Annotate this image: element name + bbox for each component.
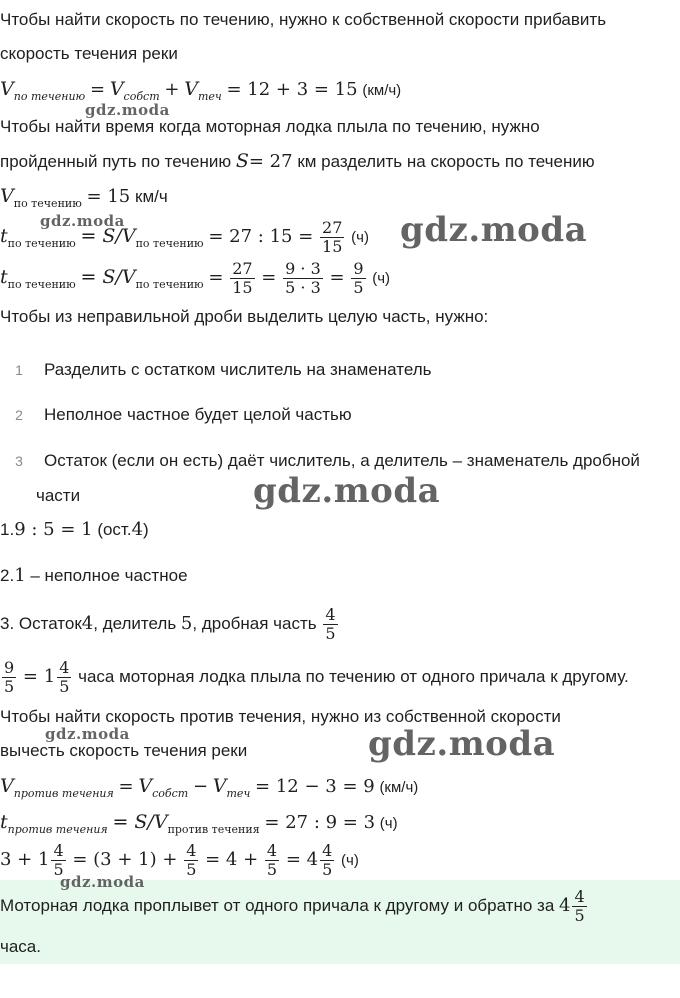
formula-total-time: 3 + 1 $\frac{4}{5}$ = (3 + 1) + $\frac{4}{5}$ = 4 + $\frac{4}{5}$ = 4 $\frac{4}{5}$ (ч) [0,841,359,880]
answer-line2: часа. [0,937,41,956]
watermark: gdz.moda [85,101,170,119]
watermark: gdz.moda [400,210,588,250]
para1-line2: скорость течения реки [0,44,178,63]
formula-speed-downstream: $V_{по течению} = V_{собст} + V_{теч} = 12 + 3 = 15$ (км/ч) [0,78,402,103]
formula-speed-value: $V_{по течению} = 15$ км/ч [0,185,168,210]
watermark: gdz.moda [60,873,145,891]
watermark: gdz.moda [40,212,125,230]
list-item: 2 Неполное частное будет целой частью [15,405,352,424]
list-item: 3 Остаток (если он есть) даёт числитель, а делитель – знаменатель дробной [15,451,640,470]
watermark: gdz.moda [45,725,130,743]
result-time-downstream: $\frac{9}{5}$ = 1 $\frac{4}{5}$ часа моторная лодка плыла по течению от одного причала к другому. [4,658,629,697]
formula-time-downstream: $t_{по течению} = S/V_{по течению} = 27$ : 15 = $\frac{27}{15}$ (ч) [0,218,369,257]
formula-time-upstream: $t_{против течения} = S/V_{против течения} = 27$ : 9 = 3 (ч) [0,811,398,836]
calc-row-1: 1.9 : 5 = 1 (ост.4) [0,519,149,540]
watermark: gdz.moda [368,724,556,764]
formula-speed-upstream: $V_{против течения} = V_{собст} - V_{теч} = 12 - 3 = 9$ (км/ч) [0,775,419,800]
para3: Чтобы из неправильной дроби выделить целую часть, нужно: [0,307,489,326]
answer-line1: Моторная лодка проплывет от одного причала к другому и обратно за 4 $\frac{4}{5}$ [0,887,585,926]
para4-line1: Чтобы найти скорость против течения, нужно из собственной скорости [0,707,561,726]
list-item: 1 Разделить с остатком числитель на знаменатель [15,360,432,379]
para4-line2: вычесть скорость течения реки [0,741,248,760]
formula-time-simplified: $t_{по течению} = S/V_{по течению}$ = $\frac{27}{15}$ = $\frac{9 \cdot 3}{5 \cdot 3}$ = $\frac{9}{5}$ (ч) [0,259,391,298]
list-item-continuation: части [36,486,81,505]
calc-row-3: 3. Остаток4, делитель 5, дробная часть $\frac{4}{5}$ [0,605,336,644]
para2-line2: пройденный путь по течению S= 27 км разделить на скорость по течению [0,150,595,172]
para2-line1: Чтобы найти время когда моторная лодка плыла по течению, нужно [0,117,540,136]
para1-line1: Чтобы найти скорость по течению, нужно к собственной скорости прибавить [0,10,607,29]
watermark: gdz.moda [253,471,441,511]
calc-row-2: 2.1 – неполное частное [0,565,188,586]
